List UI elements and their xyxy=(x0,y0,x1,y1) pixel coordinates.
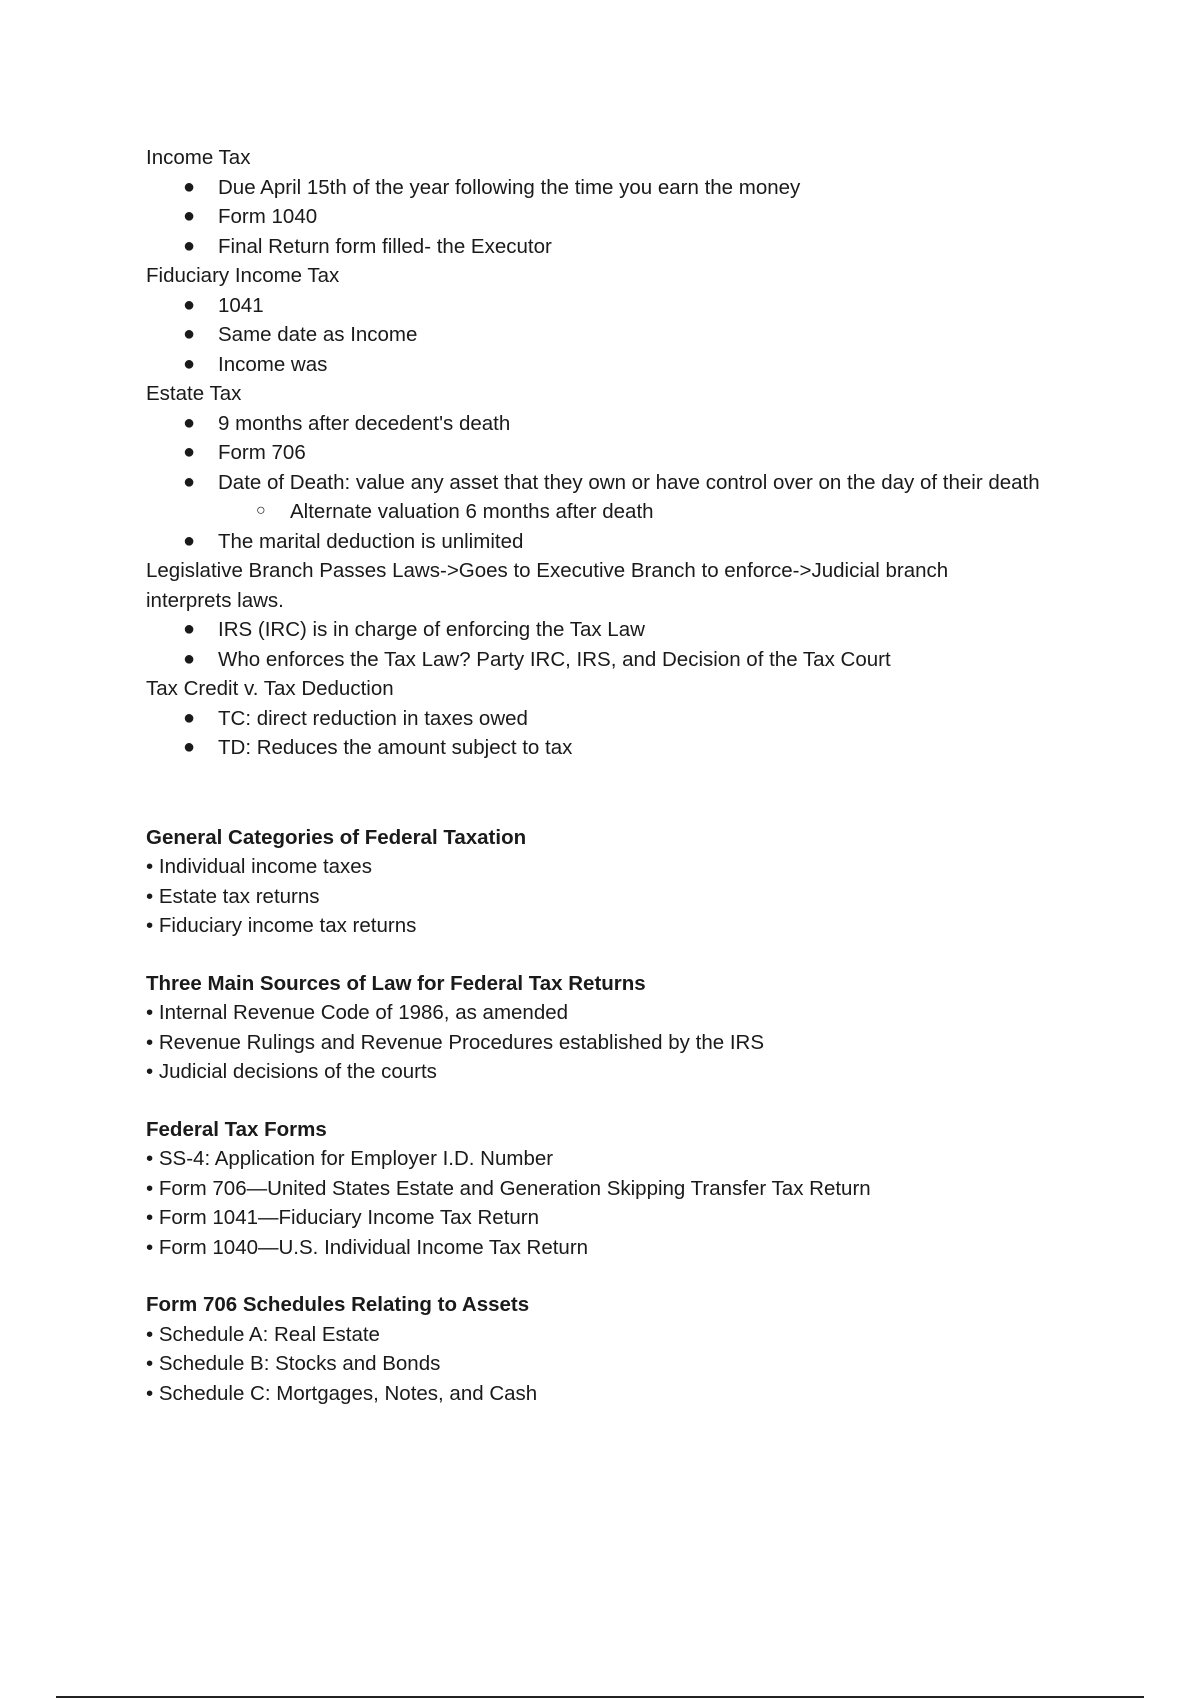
bullet-list xyxy=(146,615,1066,674)
section-item: • Schedule A: Real Estate xyxy=(146,1322,380,1346)
footer-divider xyxy=(56,1696,1144,1698)
bullet-icon: ● xyxy=(183,736,196,758)
section-item: • Internal Revenue Code of 1986, as amended xyxy=(146,1001,569,1024)
list-item: ● Due April 15th of the year following the time you earn the money xyxy=(146,173,1066,203)
sub-list-item: ○ Alternate valuation 6 months after death xyxy=(146,497,1066,527)
bullet-icon: ● xyxy=(183,352,196,375)
bullet-icon: ● xyxy=(183,293,196,316)
bullet-list xyxy=(146,704,1066,763)
document-page xyxy=(146,143,1066,1408)
section-item: • Estate tax returns xyxy=(146,884,320,908)
bullet-icon: ● xyxy=(183,441,196,463)
note-title: Income Tax xyxy=(146,146,251,169)
section-item: • Revenue Rulings and Revenue Procedures established by the IRS xyxy=(146,1030,764,1054)
list-item: ● The marital deduction is unlimited xyxy=(146,527,1066,557)
note-title: Legislative Branch Passes Laws->Goes to Executive Branch to enforce->Judicial branch interprets laws. xyxy=(146,559,949,612)
section-item: • Schedule C: Mortgages, Notes, and Cash xyxy=(146,1381,538,1405)
list-item: ● Income was xyxy=(146,350,1066,380)
list-item: ● Who enforces the Tax Law? Party IRC, IRS, and Decision of the Tax Court xyxy=(146,645,1066,675)
section-item: • Individual income taxes xyxy=(146,855,372,878)
section-item: • Form 1040—U.S. Individual Income Tax Return xyxy=(146,1235,589,1259)
bullet-icon: ● xyxy=(183,205,196,227)
section-heading: Federal Tax Forms xyxy=(146,1117,327,1141)
bullet-icon: ● xyxy=(183,618,196,640)
bullet-icon: ● xyxy=(183,529,196,552)
list-item: ● IRS (IRC) is in charge of enforcing the Tax Law xyxy=(146,615,1066,645)
bullet-icon: ● xyxy=(183,323,196,345)
list-item: ● 9 months after decedent's death xyxy=(146,409,1066,439)
section-item: • Fiduciary income tax returns xyxy=(146,914,417,937)
list-item: ● TC: direct reduction in taxes owed xyxy=(146,704,1066,734)
list-item: ● Final Return form filled- the Executor xyxy=(146,232,1066,262)
note-title: Estate Tax xyxy=(146,382,242,405)
section-item: • SS-4: Application for Employer I.D. Number xyxy=(146,1147,554,1170)
section-item: • Judicial decisions of the courts xyxy=(146,1060,437,1083)
bullet-icon: ● xyxy=(183,470,196,493)
note-title: Tax Credit v. Tax Deduction xyxy=(146,677,394,700)
section-item: • Schedule B: Stocks and Bonds xyxy=(146,1352,441,1375)
list-item: ● Form 1040 xyxy=(146,202,1066,232)
bullet-list xyxy=(146,409,1066,557)
section-heading: Three Main Sources of Law for Federal Tax Returns xyxy=(146,971,646,995)
section-heading: General Categories of Federal Taxation xyxy=(146,825,527,849)
bullet-icon: ● xyxy=(183,706,196,729)
section-item: • Form 1041—Fiduciary Income Tax Return xyxy=(146,1206,540,1229)
note-title: Fiduciary Income Tax xyxy=(146,264,340,287)
bullet-list xyxy=(146,173,1066,262)
bullet-icon: ● xyxy=(183,647,196,670)
section-item: • Form 706—United States Estate and Generation Skipping Transfer Tax Return xyxy=(146,1176,871,1200)
section-heading: Form 706 Schedules Relating to Assets xyxy=(146,1293,530,1316)
bullet-icon: ● xyxy=(183,411,196,434)
list-item: ● Date of Death: value any asset that they own or have control over on the day of their death xyxy=(146,468,1066,498)
list-item: ● 1041 xyxy=(146,291,1066,321)
hollow-bullet-icon: ○ xyxy=(256,502,266,519)
list-item: ● TD: Reduces the amount subject to tax xyxy=(146,733,1066,763)
bullet-icon: ● xyxy=(183,175,196,198)
bullet-list xyxy=(146,291,1066,380)
bullet-icon: ● xyxy=(183,234,196,257)
list-item: ● Same date as Income xyxy=(146,320,1066,350)
list-item: ● Form 706 xyxy=(146,438,1066,468)
